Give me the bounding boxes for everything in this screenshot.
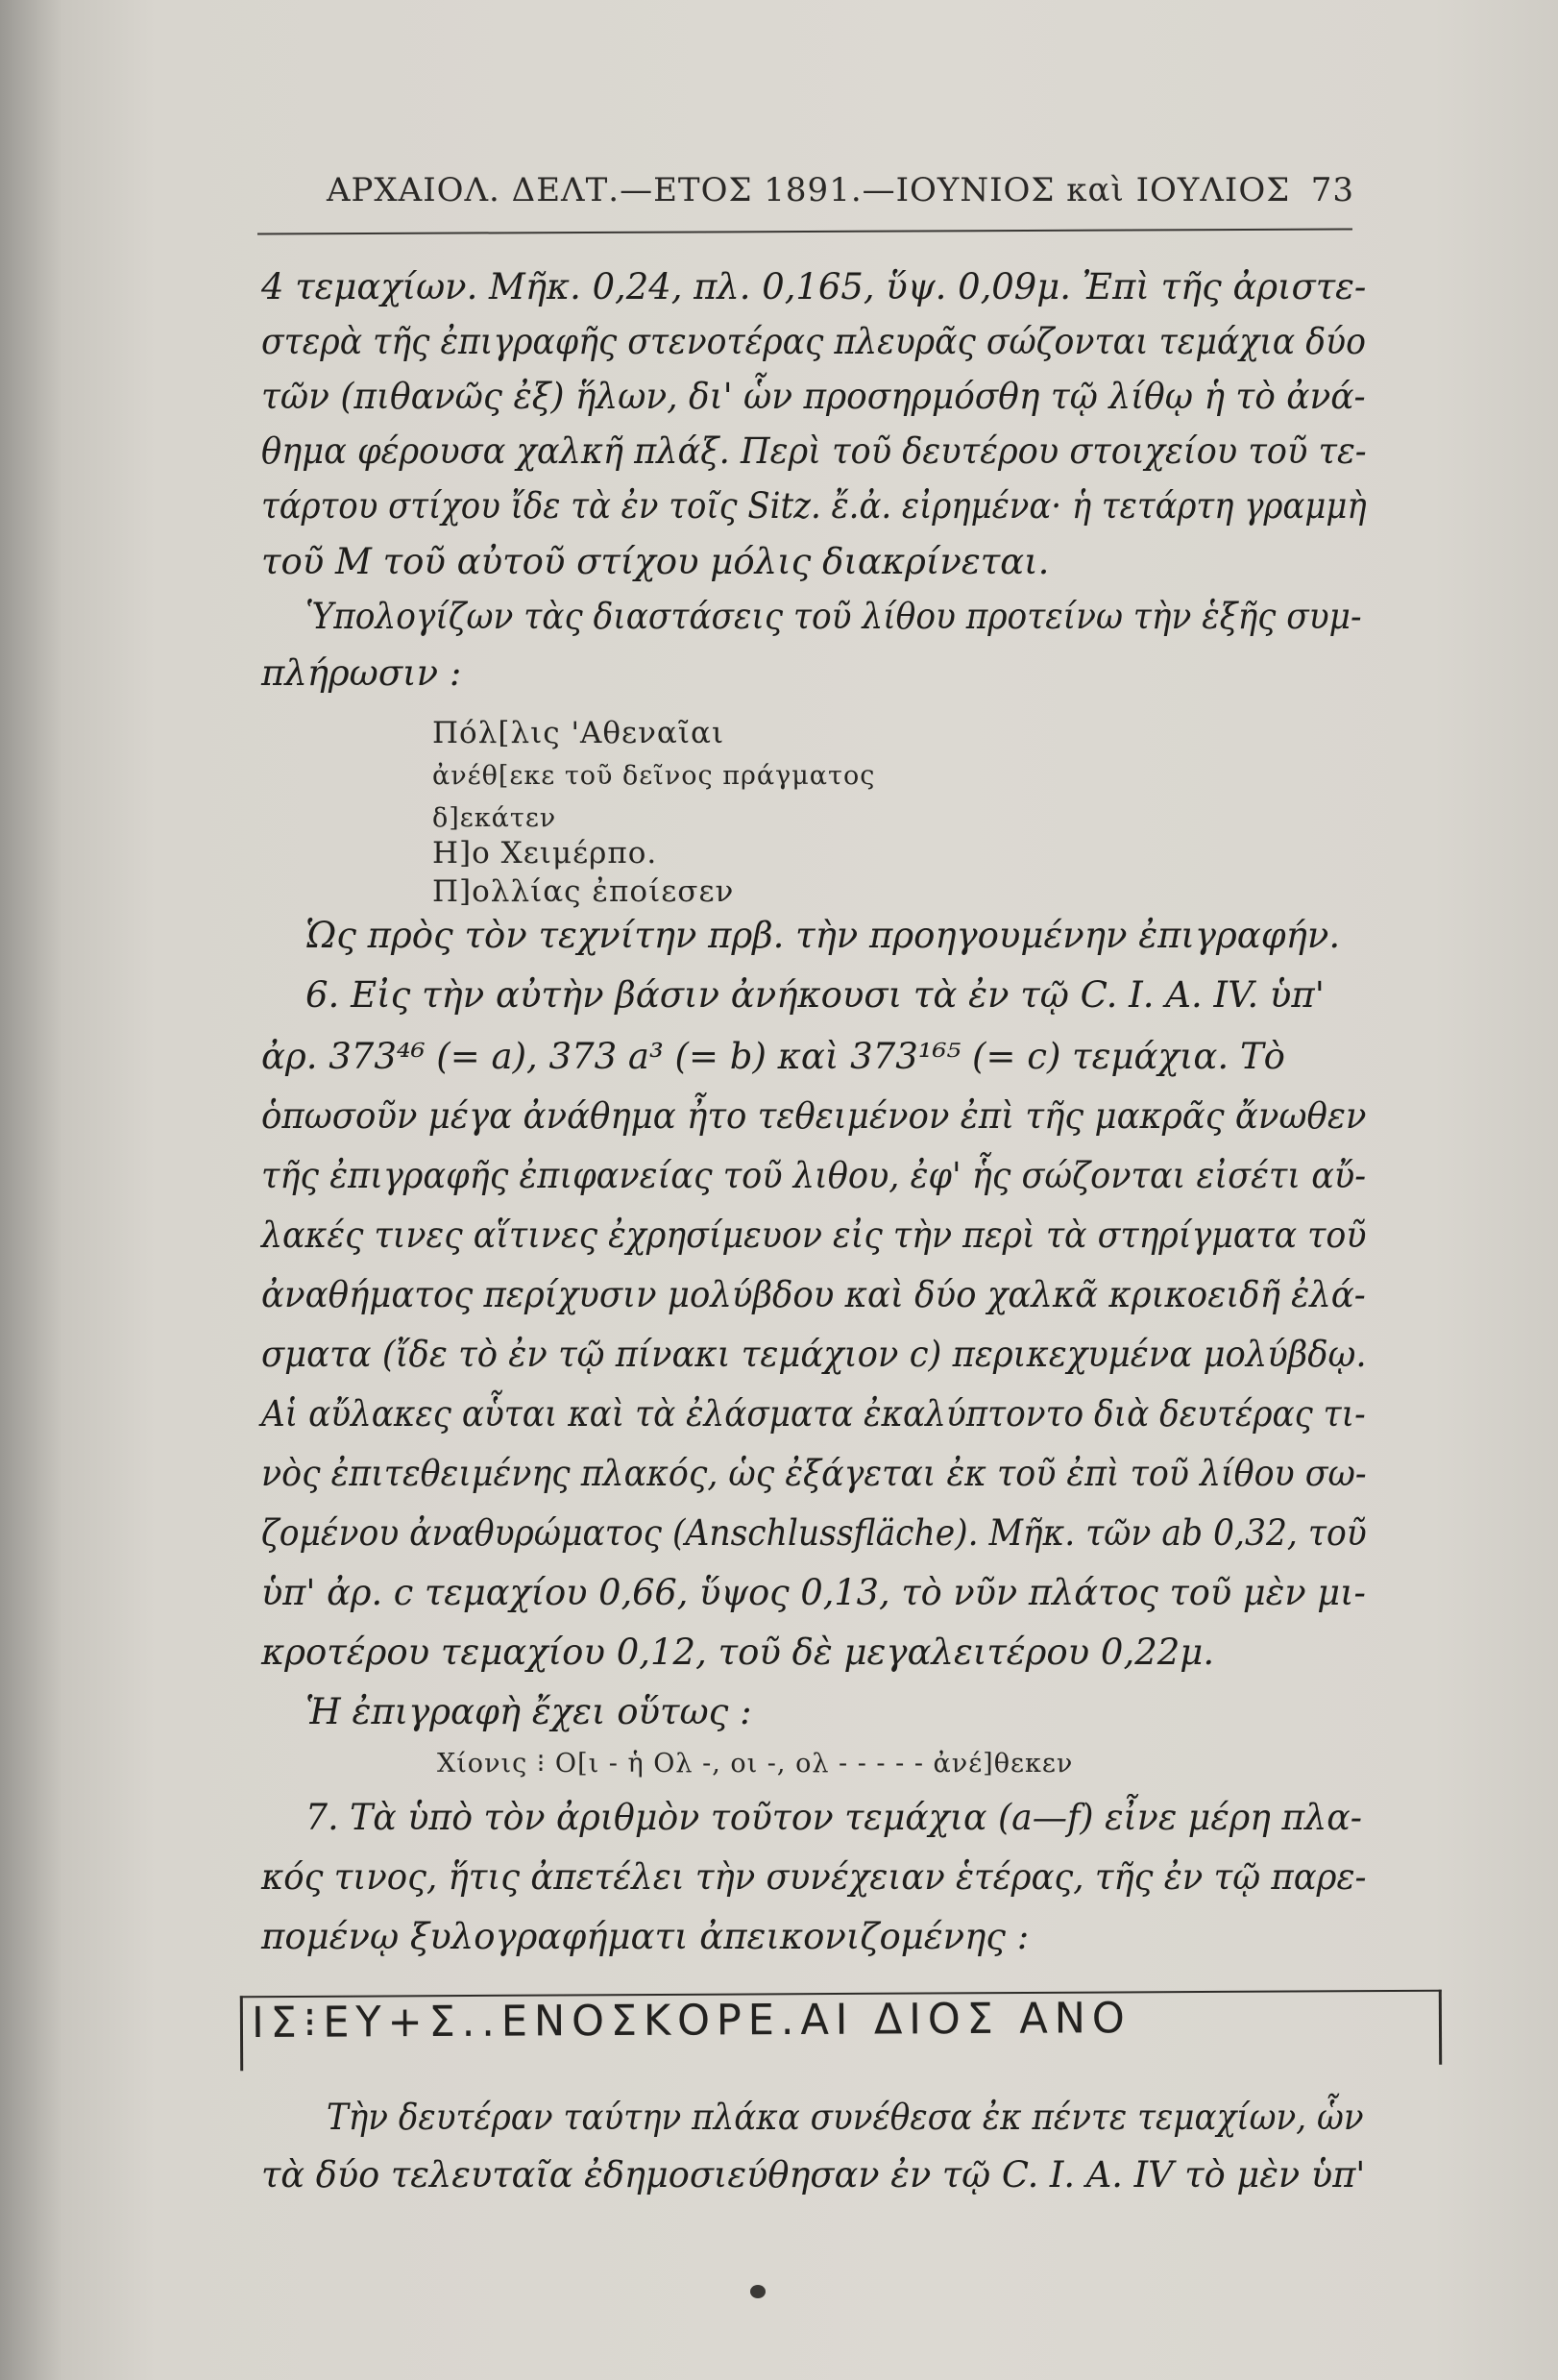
text-line: τοῦ Μ τοῦ αὐτοῦ στίχου μόλις διακρίνεται. bbox=[261, 541, 1050, 582]
page-number: 73 bbox=[1310, 171, 1354, 209]
text-line: Τὴν δευτέραν ταύτην πλάκα συνέθεσα ἐκ πέντε τεμαχίων, ὧν bbox=[327, 2097, 1364, 2138]
text-line: νὸς ἐπιτεθειμένης πλακός, ὡς ἐξάγεται ἐκ τοῦ ἐπὶ τοῦ λίθου σω- bbox=[261, 1453, 1367, 1494]
text-line: 6. Εἰς τὴν αὐτὴν βάσιν ἀνήκουσι τὰ ἐν τῷ C. I. A. IV. ὑπ' bbox=[305, 974, 1325, 1016]
inscription-line: Πόλ[λις 'Αθεναῖαι bbox=[432, 716, 725, 750]
inscription-line: Π]ολλίας ἐποίεσεν bbox=[432, 874, 735, 909]
inscription-line: ἀνέθ[εκε τοῦ δεῖνος πράγματος bbox=[432, 761, 876, 791]
text-line: ὑπ' ἀρ. c τεμαχίου 0,66, ὕψος 0,13, τὸ νῦν πλάτος τοῦ μὲν μι- bbox=[261, 1572, 1366, 1613]
text-line: ἀρ. 373⁴⁶ (= a), 373 a³ (= b) καὶ 373¹⁶⁵ (= c) τεμάχια. Τὸ bbox=[261, 1036, 1285, 1077]
woodcut-inscription: ΙΣ⁝ΕΥ+Σ..ΕΝΟΣΚΟΡΕ.ΑΙ ΔΙΟΣ ΑΝΟ bbox=[251, 1994, 1132, 2048]
inscription-line: δ]εκάτεν bbox=[432, 803, 557, 833]
text-line: τῆς ἐπιγραφῆς ἐπιφανείας τοῦ λιθου, ἐφ' ἧς σώζονται εἰσέτι αὔ- bbox=[261, 1155, 1367, 1196]
text-line: θημα φέρουσα χαλκῆ πλάξ. Περὶ τοῦ δευτέρου στοιχείου τοῦ τε- bbox=[261, 430, 1367, 472]
text-line: Ὑπολογίζων τὰς διαστάσεις τοῦ λίθου προτείνω τὴν ἑξῆς συμ- bbox=[305, 596, 1362, 637]
text-line: τῶν (πιθανῶς ἐξ) ἥλων, δι' ὧν προσηρμόσθη τῷ λίθῳ ἡ τὸ ἀνά- bbox=[261, 376, 1366, 417]
text-line: ἀναθήματος περίχυσιν μολύβδου καὶ δύο χαλκᾶ κρικοειδῆ ἐλά- bbox=[261, 1274, 1366, 1315]
text-line: στερὰ τῆς ἐπιγραφῆς στενοτέρας πλευρᾶς σώζονται τεμάχια δύο bbox=[261, 321, 1366, 362]
text-line: ὁπωσοῦν μέγα ἀνάθημα ἦτο τεθειμένον ἐπὶ τῆς μακρᾶς ἄνωθεν bbox=[261, 1095, 1367, 1137]
text-line: πλήρωσιν : bbox=[261, 652, 462, 694]
text-line: τάρτου στίχου ἴδε τὰ ἐν τοῖς Sitz. ἔ.ἀ. εἰρημένα· ἡ τετάρτη γραμμὴ bbox=[261, 485, 1367, 527]
running-header bbox=[327, 171, 1354, 209]
text-line: Αἱ αὔλακες αὗται καὶ τὰ ἐλάσματα ἐκαλύπτοντο διὰ δευτέρας τι- bbox=[261, 1393, 1366, 1435]
text-line: ζομένου ἀναθυρώματος (Anschlussfläche). Μῆκ. τῶν ab 0,32, τοῦ bbox=[261, 1512, 1367, 1554]
ink-blot bbox=[750, 2285, 766, 2298]
text-line: σματα (ἴδε τὸ ἐν τῷ πίνακι τεμάχιον c) περικεχυμένα μολύβδῳ. bbox=[261, 1334, 1367, 1375]
header-rule bbox=[257, 229, 1352, 235]
text-line: τὰ δύο τελευταῖα ἐδημοσιεύθησαν ἐν τῷ C. I. A. IV τὸ μὲν ὑπ' bbox=[261, 2154, 1366, 2196]
text-line: πομένῳ ξυλογραφήματι ἀπεικονιζομένης : bbox=[261, 1916, 1030, 1957]
text-line: λακές τινες αἵτινες ἐχρησίμευον εἰς τὴν περὶ τὰ στηρίγματα τοῦ bbox=[261, 1215, 1367, 1256]
inscription-line: Χίονις ⁝ Ο[ι - ἡ Ολ -, οι -, ολ - - - - - ἀνέ]θεκεν bbox=[437, 1749, 1074, 1779]
text-line: Ὡς πρὸς τὸν τεχνίτην πρβ. τὴν προηγουμένην ἐπιγραφήν. bbox=[305, 915, 1341, 956]
text-line: 4 τεμαχίων. Μῆκ. 0,24, πλ. 0,165, ὕψ. 0,09μ. Ἐπὶ τῆς ἀριστε- bbox=[261, 266, 1367, 307]
text-line: Ἡ ἐπιγραφὴ ἔχει οὕτως : bbox=[305, 1691, 752, 1732]
running-title: ΑΡΧΑΙΟΛ. ΔΕΛΤ.—ΕΤΟΣ 1891.—ΙΟΥΝΙΟΣ καὶ ΙΟΥΛΙΟΣ bbox=[327, 171, 1291, 209]
text-line: κροτέρου τεμαχίου 0,12, τοῦ δὲ μεγαλειτέρου 0,22μ. bbox=[261, 1632, 1215, 1673]
text-line: 7. Τὰ ὑπὸ τὸν ἀριθμὸν τοῦτον τεμάχια (a—f) εἶνε μέρη πλα- bbox=[305, 1797, 1362, 1838]
text-line: κός τινος, ἥτις ἀπετέλει τὴν συνέχειαν ἑτέρας, τῆς ἐν τῷ παρε- bbox=[261, 1856, 1367, 1898]
inscription-line: Η]ο Χειμέρπο. bbox=[432, 836, 658, 871]
